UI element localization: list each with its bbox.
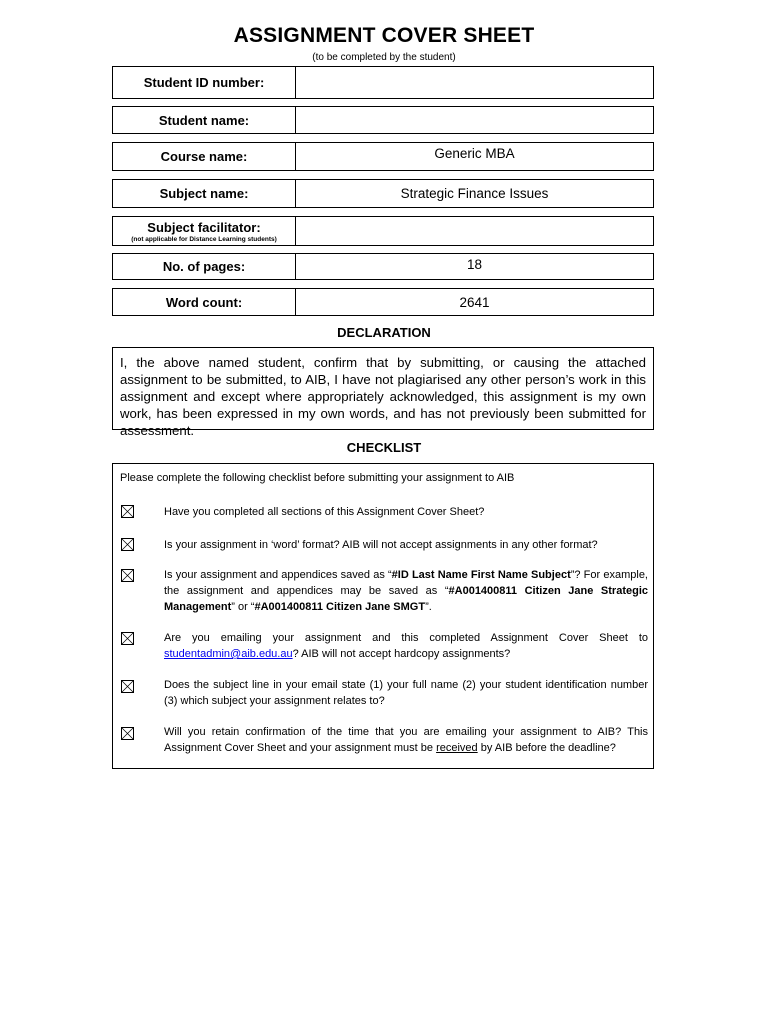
checklist-item-text: Is your assignment in ‘word’ format? AIB will not accept assignments in any other format? xyxy=(164,539,598,551)
filename-format: #ID Last Name First Name Subject xyxy=(391,569,571,581)
subject-facilitator-row xyxy=(112,216,654,246)
page-subtitle: (to be completed by the student) xyxy=(312,52,456,63)
checklist-item-text: Are you emailing your assignment and this completed Assignment Cover Sheet to studentadmin@aib.edu.au? AIB will not accept hardcopy assignments? xyxy=(164,632,648,660)
checklist-box xyxy=(112,463,654,769)
checklist-item-text: Have you completed all sections of this Assignment Cover Sheet? xyxy=(164,506,485,518)
checklist-item-text: Will you retain confirmation of the time that you are emailing your assignment to AIB? This Assignment Cover Sheet and your assignment must be received by AIB before the deadline? xyxy=(164,726,648,754)
declaration-text: I, the above named student, confirm that by submitting, or causing the attached assignment to be submitted, to AIB, I have not plagiarised any other person’s work in this assignment and except where appropriately acknowledged, this assignment is my own work, has been expressed in my own words, and has not previously been submitted for assessment. xyxy=(112,347,654,430)
filename-example-2: #A001400811 Citizen Jane SMGT xyxy=(254,601,426,613)
declaration-heading: DECLARATION xyxy=(337,325,431,340)
subject-name-row xyxy=(112,179,654,208)
checked-box-icon[interactable] xyxy=(121,569,134,582)
student-name-field[interactable] xyxy=(296,107,653,133)
checklist-heading: CHECKLIST xyxy=(346,440,422,455)
word-count-label: Word count: xyxy=(113,289,296,315)
pages-label: No. of pages: xyxy=(113,254,296,279)
course-name-label: Course name: xyxy=(113,143,296,170)
filename-example-1: #A001400811 Citizen Jane Strategic Management xyxy=(164,585,648,613)
page-title: ASSIGNMENT COVER SHEET xyxy=(233,24,535,47)
course-name-row xyxy=(112,142,654,171)
subject-facilitator-note: (not applicable for Distance Learning students) xyxy=(131,235,277,243)
subject-name-field[interactable]: Strategic Finance Issues xyxy=(400,186,549,201)
checked-box-icon[interactable] xyxy=(121,632,134,645)
received-emphasis: received xyxy=(436,742,478,754)
checked-box-icon[interactable] xyxy=(121,505,134,518)
checked-box-icon[interactable] xyxy=(121,680,134,693)
checked-box-icon[interactable] xyxy=(121,727,134,740)
pages-field[interactable]: 18 xyxy=(466,257,483,272)
checked-box-icon[interactable] xyxy=(121,538,134,551)
student-name-label: Student name: xyxy=(113,107,296,133)
student-id-field[interactable] xyxy=(296,67,653,98)
checklist-item-text: Does the subject line in your email state (1) your full name (2) your student identification number (3) which subject your assignment relates to? xyxy=(164,679,648,707)
email-link[interactable]: studentadmin@aib.edu.au xyxy=(164,648,293,660)
word-count-field[interactable]: 2641 xyxy=(459,294,490,310)
checklist-item-text: Is your assignment and appendices saved as “#ID Last Name First Name Subject”? For example, the assignment and appendices may be saved as “#A001400811 Citizen Jane Strategic Management” or “#A001400811 Citizen Jane SMGT”. xyxy=(164,569,648,613)
student-name-row xyxy=(112,106,654,134)
checklist-intro: Please complete the following checklist before submitting your assignment to AIB xyxy=(120,472,515,484)
subject-facilitator-label: Subject facilitator: (not applicable for Distance Learning students) xyxy=(113,217,296,245)
word-count-row xyxy=(112,288,654,316)
student-id-label: Student ID number: xyxy=(113,67,296,98)
pages-row xyxy=(112,253,654,280)
subject-facilitator-field[interactable] xyxy=(296,217,653,245)
course-name-field[interactable]: Generic MBA xyxy=(434,146,515,161)
student-id-row xyxy=(112,66,654,99)
subject-name-label: Subject name: xyxy=(113,180,296,207)
